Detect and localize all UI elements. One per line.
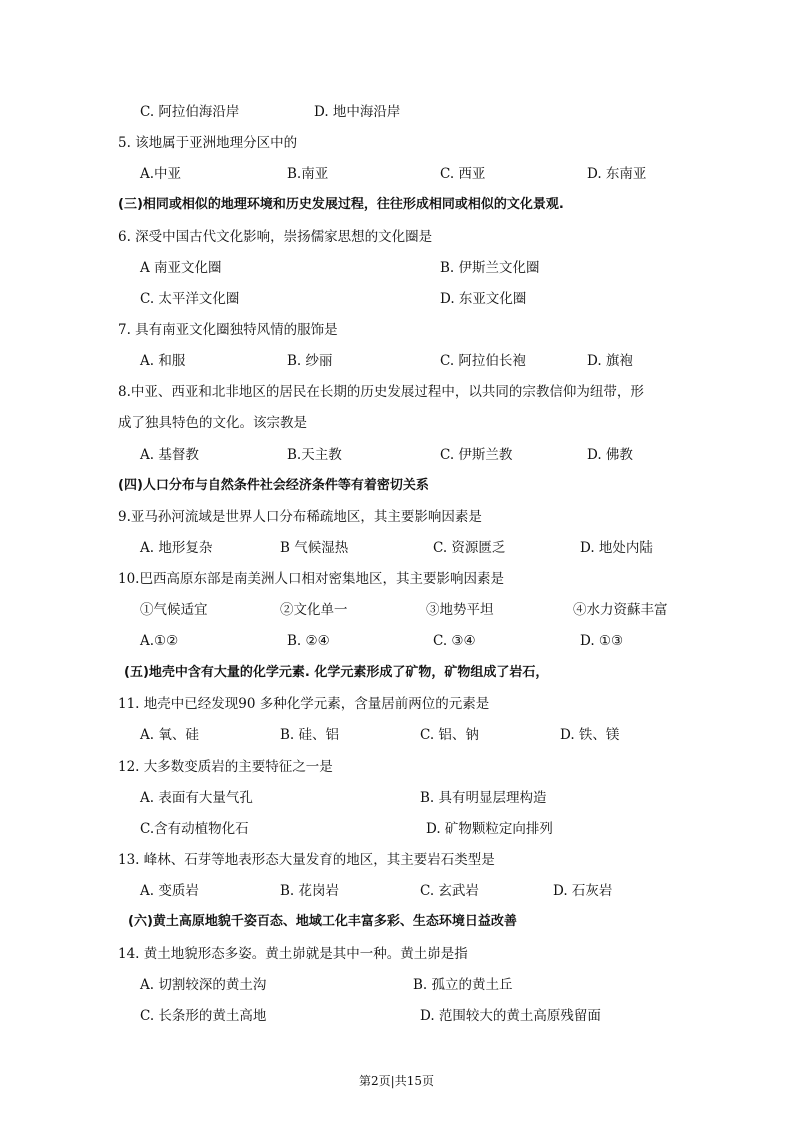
section4-row: [0, 475, 793, 497]
q9-stem: 9.亚马孙河流域是世界人口分布稀疏地区，其主要影响因素是: [118, 509, 482, 525]
q13-stem-row: [0, 849, 793, 871]
q6-option-a: A 南亚文化圈: [140, 260, 222, 276]
q11-options-row: [0, 724, 793, 746]
section3-row: [0, 194, 793, 216]
q10-options-row: [0, 630, 793, 652]
q9-option-c: C. 资源匮乏: [433, 540, 506, 556]
q7-option-d: D. 旗袍: [587, 353, 633, 369]
q12-options-row2: [0, 818, 793, 840]
q11-option-d: D. 铁、镁: [560, 727, 620, 743]
q5-option-a: A.中亚: [140, 166, 182, 182]
section6-heading: (六)黄土高原地貌千姿百态、地域工化丰富多彩、生态环境日益改善: [128, 914, 517, 929]
q11-option-b: B. 硅、铝: [280, 727, 340, 743]
section5-heading: (五)地壳中含有大量的化学元素. 化学元素形成了矿物，矿物组成了岩石，: [124, 665, 549, 680]
q8-stem-line2: 成了独具特色的文化。该宗教是: [118, 415, 307, 431]
q10-stem: 10.巴西高原东部是南美洲人口相对密集地区，其主要影响因素是: [118, 571, 504, 587]
q14-option-c: C. 长条形的黄土高地: [140, 1008, 267, 1024]
q5-options-row: [0, 163, 793, 185]
q5-stem-row: [0, 132, 793, 154]
q4-option-c: C. 阿拉伯海沿岸: [140, 104, 240, 120]
q4-option-d: D. 地中海沿岸: [314, 104, 401, 120]
q6-options-row1: [0, 257, 793, 279]
q11-option-c: C. 铝、钠: [420, 727, 479, 743]
page-footer: 第2页|共15页: [359, 1074, 434, 1088]
q8-option-c: C. 伊斯兰教: [440, 447, 513, 463]
q12-option-a: A. 表面有大量气孔: [140, 790, 253, 806]
q9-option-d: D. 地处内陆: [580, 540, 653, 556]
q14-stem-row: [0, 943, 793, 965]
q12-options-row1: [0, 787, 793, 809]
section3-heading: (三)相同或相似的地理环境和历史发展过程，往往形成相同或相似的文化景观.: [118, 197, 564, 212]
q14-option-a: A. 切割较深的黄土沟: [140, 977, 267, 993]
q12-stem: 12. 大多数变质岩的主要特征之一是: [118, 759, 333, 775]
q10-items-row: [0, 599, 793, 621]
q9-options-row: [0, 537, 793, 559]
q8-option-d: D. 佛教: [587, 447, 633, 463]
q10-option-b: B. ②④: [287, 633, 330, 649]
q8-option-b: B.天主教: [287, 447, 342, 463]
q10-option-a: A.①②: [140, 633, 179, 649]
q8-options-row: [0, 444, 793, 466]
q7-option-c: C. 阿拉伯长袍: [440, 353, 526, 369]
q14-option-d: D. 范围较大的黄土高原残留面: [420, 1008, 601, 1024]
q10-item-2: ②文化单一: [280, 602, 348, 618]
section5-row: [0, 662, 793, 684]
q13-stem: 13. 峰林、石芽等地表形态大量发育的地区，其主要岩石类型是: [118, 852, 495, 868]
q12-option-d: D. 矿物颗粒定向排列: [426, 821, 553, 837]
q5-option-c: C. 西亚: [440, 166, 486, 182]
q6-option-c: C. 太平洋文化圈: [140, 291, 240, 307]
q4-options-row: [0, 101, 793, 123]
q8-stem-line1: 8.中亚、西亚和北非地区的居民在长期的历史发展过程中，以共同的宗教信仰为纽带，形: [118, 384, 644, 400]
q13-option-d: D. 石灰岩: [553, 883, 613, 899]
q11-stem: 11. 地壳中已经发现90 多种化学元素，含量居前两位的元素是: [118, 696, 490, 712]
q11-option-a: A. 氧、硅: [140, 727, 199, 743]
q7-option-a: A. 和服: [140, 353, 186, 369]
q12-stem-row: [0, 756, 793, 778]
q10-item-3: ③地势平坦: [426, 602, 494, 618]
q5-stem: 5. 该地属于亚洲地理分区中的: [118, 135, 298, 151]
q8-stem-row2: [0, 412, 793, 434]
q8-option-a: A. 基督教: [140, 447, 199, 463]
section4-heading: (四)人口分布与自然条件社会经济条件等有着密切关系: [118, 478, 429, 493]
q14-option-b: B. 孤立的黄土丘: [413, 977, 513, 993]
section6-row: [0, 911, 793, 933]
q10-option-d: D. ①③: [580, 633, 624, 649]
q10-item-1: ①气候适宜: [140, 602, 208, 618]
q14-stem: 14. 黄土地貌形态多姿。黄土峁就是其中一种。黄土峁是指: [118, 946, 468, 962]
q12-option-b: B. 具有明显层理构造: [420, 790, 547, 806]
q14-options-row1: [0, 974, 793, 996]
q7-options-row: [0, 350, 793, 372]
q10-stem-row: [0, 568, 793, 590]
q6-option-d: D. 东亚文化圈: [440, 291, 527, 307]
q14-options-row2: [0, 1005, 793, 1027]
q7-stem-row: [0, 319, 793, 341]
q10-option-c: C. ③④: [433, 633, 476, 649]
q5-option-b: B.南亚: [287, 166, 329, 182]
q8-stem-row1: [0, 381, 793, 403]
q6-stem: 6. 深受中国古代文化影响，崇扬儒家思想的文化圈是: [118, 229, 433, 245]
q6-option-b: B. 伊斯兰文化圈: [440, 260, 540, 276]
q13-option-a: A. 变质岩: [140, 883, 199, 899]
q5-option-d: D. 东南亚: [587, 166, 647, 182]
q9-stem-row: [0, 506, 793, 528]
q12-option-c: C.含有动植物化石: [140, 821, 249, 837]
q10-item-4: ④水力资蘇丰富: [573, 602, 668, 618]
q7-option-b: B. 纱丽: [287, 353, 333, 369]
q7-stem: 7. 具有南亚文化圈独特风情的服饰是: [118, 322, 338, 338]
q13-option-c: C. 玄武岩: [420, 883, 479, 899]
q13-option-b: B. 花岗岩: [280, 883, 340, 899]
q6-stem-row: [0, 226, 793, 248]
q9-option-a: A. 地形复杂: [140, 540, 213, 556]
q9-option-b: B 气候湿热: [280, 540, 349, 556]
q11-stem-row: [0, 693, 793, 715]
q6-options-row2: [0, 288, 793, 310]
q13-options-row: [0, 880, 793, 902]
